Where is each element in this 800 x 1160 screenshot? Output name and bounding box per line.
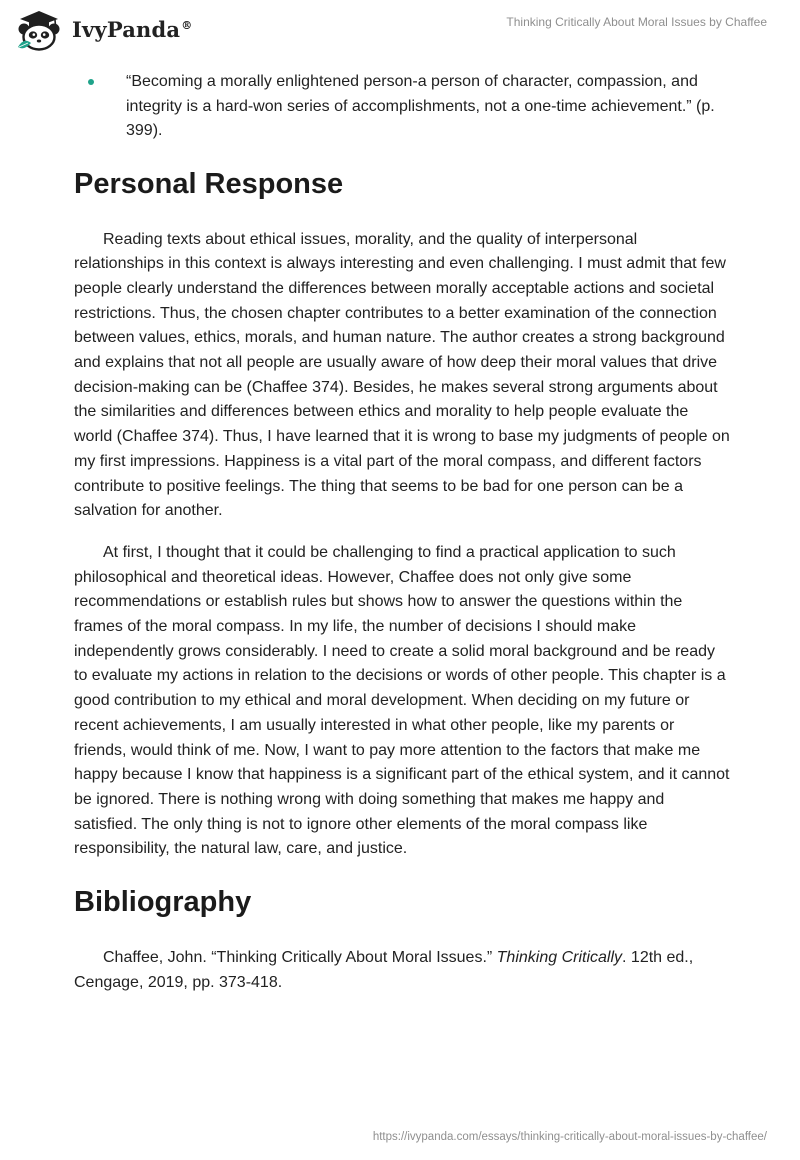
quote-text: “Becoming a morally enlightened person-a person of character, compassion, and integrity is a hard-won series of accomplishments, not a one-time achievement.” (p. 399). <box>126 73 715 139</box>
document-title: Thinking Critically About Moral Issues by Chaffee <box>506 15 767 29</box>
bib-entry-publication: . 12th ed., Cengage, 2019, pp. 373-418. <box>74 949 694 991</box>
source-url[interactable]: https://ivypanda.com/essays/thinking-critically-about-moral-issues-by-chaffee/ <box>372 1131 767 1143</box>
bibliography-entry <box>74 946 730 995</box>
brand-logo[interactable] <box>14 7 192 51</box>
page-header <box>0 0 800 64</box>
section-heading-bibliography: Bibliography <box>74 886 252 919</box>
bullet-dot-icon <box>88 79 94 85</box>
list-item <box>74 70 730 144</box>
essay-content <box>74 70 730 1012</box>
brand-name: IvyPanda® <box>72 16 193 42</box>
response-paragraph: At first, I thought that it could be challenging to find a practical application to such philosophical and theoretical ideas. However, Chaffee does not only give some recommendations or establish rules but shows how to answer the questions within the frames of the moral compass. In my life, the number of decisions I should make independently grows considerably. I need to create a solid moral background and be ready to evaluate my actions in relation to the decisions or words of other people. This chapter is a good contribution to my ethical and moral development. When deciding on my future or recent achievements, I am usually interested in what other people, like my parents or friends, would think of me. Now, I want to pay more attention to the factors that make me happy because I know that happiness is a significant part of the ethical system, and it cannot be ignored. There is nothing wrong with doing something that makes me happy and satisfied. The only thing is not to ignore other elements of the moral compass like responsibility, the natural law, care, and justice. <box>74 543 730 858</box>
panda-graduate-icon <box>14 7 64 51</box>
bib-entry-book-title: Thinking Critically <box>496 949 623 967</box>
quote-list <box>74 70 730 144</box>
response-paragraph: Reading texts about ethical issues, morality, and the quality of interpersonal relationships in this context is always interesting and even challenging. I must admit that few people clearly understand the differences between morally acceptable actions and societal restrictions. Thus, the chosen chapter contributes to a better examination of the connection between values, ethics, morals, and human nature. The author creates a strong background and explains that not all people are usually aware of how deep their moral values that drive decision-making can be (Chaffee 374). Besides, he makes several strong arguments about the similarities and differences between ethics and morality to help people evaluate the world (Chaffee 374). Thus, I have learned that it is wrong to base my judgments of people on my first impressions. Happiness is a vital part of the moral compass, and different factors contribute to positive feelings. The thing that seems to be bad for one person can be a salvation for another. <box>74 230 730 520</box>
section-heading-personal-response: Personal Response <box>74 167 344 200</box>
bib-entry-author: Chaffee, John. “Thinking Critically About Moral Issues.” <box>103 949 497 967</box>
registered-mark: ® <box>181 18 193 32</box>
